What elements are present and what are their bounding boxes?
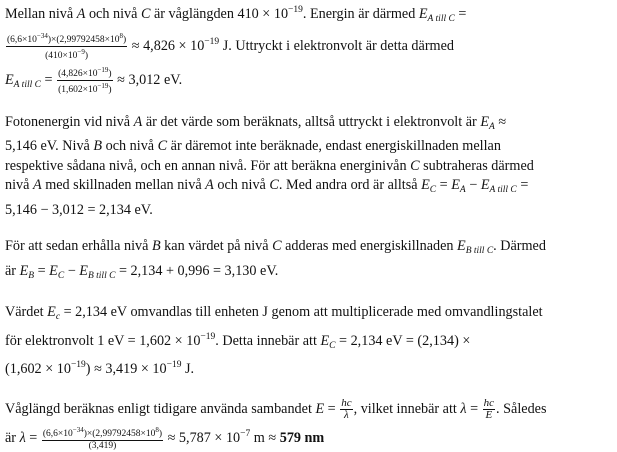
p1-line-1: Mellan nivå A och nivå C är våglängden $410 \times 10^{-19}$. Energin är därmed $E_{A till C}$ = — [5, 5, 467, 24]
p2-line-1: Fotonenergin vid nivå A är det värde som beräknats, alltså uttryckt i elektronvolt är $E_A$ ≈ — [5, 113, 507, 132]
p4-line-2: för elektronvolt 1 eV = $1,602 \times 10^{-19}$. Detta innebär att $E_C = 2,134$ eV = (2,134) × — [5, 331, 471, 351]
wavelength-fraction: $\frac{(6,6\times 10^{-34})\times(2,99792458\times 10^8)}{(3,419)}$ — [42, 425, 163, 451]
p2-line-2: 5,146 eV. Nivå B och nivå C är däremot inte beräknade, endast energiskillnaden mellan — [5, 138, 501, 154]
paragraph-conversion-joule — [5, 303, 617, 380]
hc-over-e-fraction: $\frac{hc}{E}$ — [483, 396, 495, 421]
paragraph-level-c — [5, 113, 617, 221]
p1-line-3: $E_{A till C}$ = $\frac{(4,826\times 10^{-19})}{(1,602\times 10^{-19})}$ ≈ 3,012 eV. — [5, 65, 183, 95]
paragraph-level-b — [5, 237, 617, 286]
p2-line-4: nivå A med skillnaden mellan nivå A och nivå C. Med andra ord är alltså $E_C = E_A - E_{A till C}$ = — [5, 177, 529, 195]
p2-line-3: respektive sådana nivå, och en annan nivå. För att beräkna energinivån C subtraheras därmed — [5, 157, 534, 174]
p5-line-1: Våglängd beräknas enligt tidigare använda sambandet E = $\frac{hc}{\lambda}$ , vilket innebär att λ = $\frac{hc}{E}$ . Således — [5, 396, 547, 421]
p4-line-1: Värdet $E_c = 2,134$ eV omvandlas till enheten J genom att multiplicerade med omvandlingstalet — [5, 304, 543, 322]
p3-line-2: är $E_B = E_C - E_{B till C} = 2,134 + 0,996 = 3,130$ eV. — [5, 262, 279, 281]
paragraph-energy-a-to-c — [5, 1, 617, 96]
energy-fraction: $\frac{(6,6\times 10^{-34})\times(2,99792458\times 10^8)}{(410\times 10^{-9})}$ — [7, 31, 127, 61]
paragraph-wavelength — [5, 397, 617, 452]
p2-line-5: 5,146 − 3,012 = 2,134 eV. — [5, 201, 153, 218]
hc-over-lambda-fraction: $\frac{hc}{\lambda}$ — [341, 396, 352, 421]
ev-fraction: $\frac{(4,826\times 10^{-19})}{(1,602\times 10^{-19})}$ — [58, 65, 112, 95]
p1-line-2: $\frac{(6,6\times 10^{-34})\times(2,99792458\times 10^8)}{(410\times 10^{-9})}$ ≈ $4,826 \times 10^{-19}$ J. Uttryckt i elektronvolt är detta därmed — [7, 31, 454, 61]
final-result: 579 nm — [279, 429, 325, 446]
p4-line-3: $(1,602 \times 10^{-19}) \approx 3,419 \times 10^{-19}$ J. — [5, 360, 195, 377]
p3-line-1: För att sedan erhålla nivå B kan värdet på nivå C adderas med energiskillnaden $E_{B till C}$. Därmed — [5, 238, 546, 256]
document — [0, 1, 617, 451]
p5-line-2: är λ = $\frac{(6,6\times 10^{-34})\times(2,99792458\times 10^8)}{(3,419)}$ ≈ $5,787 \times 10^{-7}$ m ≈ 579 nm — [5, 425, 325, 451]
